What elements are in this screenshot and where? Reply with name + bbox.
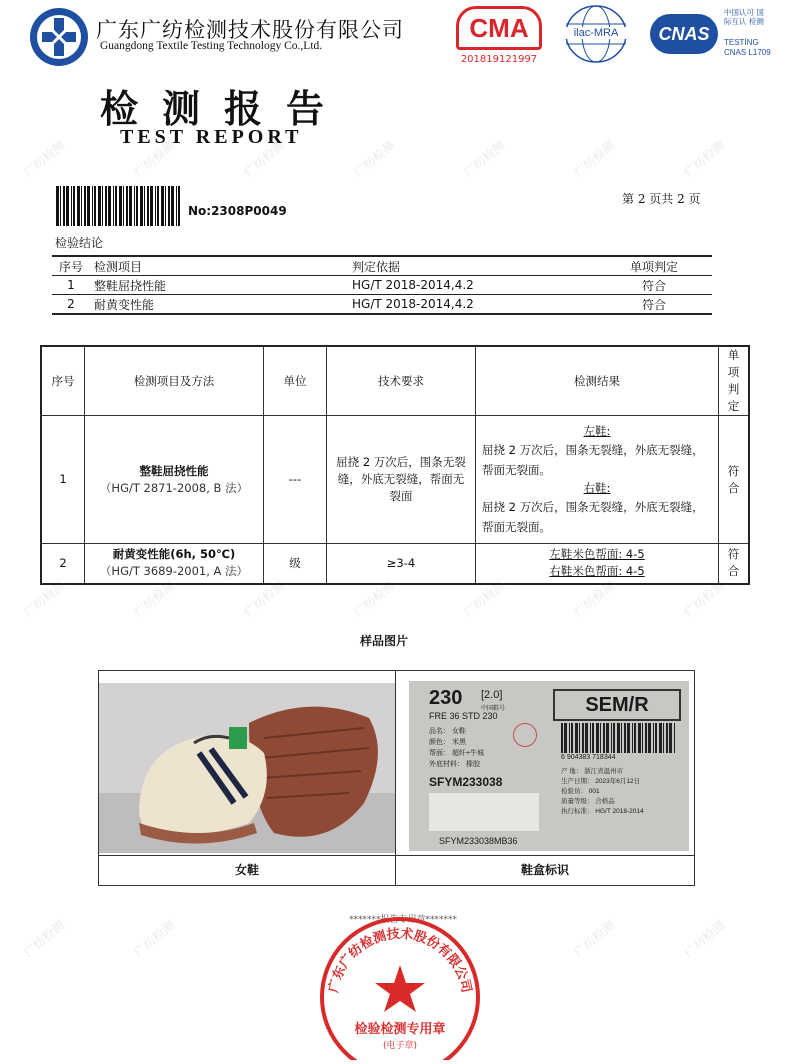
col-header: 单位 bbox=[264, 346, 327, 416]
cell: 符合 bbox=[596, 295, 712, 315]
table-row bbox=[41, 416, 749, 544]
item-name: 耐黄变性能(6h, 50℃) bbox=[112, 547, 236, 562]
box-details bbox=[429, 726, 484, 770]
box-label-photo bbox=[409, 681, 689, 851]
seal-star-icon bbox=[375, 965, 425, 1012]
item-name: 整鞋屈挠性能 bbox=[139, 463, 209, 478]
cell: 耐黄变性能 bbox=[90, 295, 348, 315]
cell bbox=[476, 544, 719, 584]
ilac-logo bbox=[556, 2, 636, 66]
right-shoe-label: 右鞋: bbox=[583, 480, 611, 495]
watermark: 广纺检测 bbox=[681, 138, 728, 180]
box-date: 生产日期： 2023年6月12日 bbox=[561, 778, 641, 785]
watermark: 广纺检测 bbox=[681, 578, 728, 620]
ilac-label: ilac-MRA bbox=[564, 27, 628, 39]
cell: 符合 bbox=[596, 276, 712, 295]
watermark: 广纺检测 bbox=[241, 138, 288, 180]
box-size-note: 中国鞋号 bbox=[481, 706, 506, 712]
box-model: FRE 36 STD 230 bbox=[429, 711, 498, 721]
box-sku-bottom: SFYM233038MB36 bbox=[439, 836, 518, 846]
cnas-number: CNAS L1709 bbox=[724, 48, 771, 57]
box-line-name: 品名： 女鞋 bbox=[429, 728, 466, 735]
seal-sub-text: (电子章) bbox=[382, 1041, 418, 1051]
company-name-en: Guangdong Textile Testing Technology Co.,Ltd. bbox=[100, 40, 323, 52]
watermark: 广纺检测 bbox=[461, 138, 508, 180]
left-shoe-result: 屈挠 2 万次后，围条无裂缝，外底无裂缝，帮面无裂面。 bbox=[482, 442, 704, 477]
watermark: 广纺检测 bbox=[571, 578, 618, 620]
photos-title: 样品图片 bbox=[360, 634, 409, 648]
company-name-cn: 广东广纺检测技术股份有限公司 bbox=[96, 18, 404, 42]
col-header: 序号 bbox=[41, 346, 85, 416]
cell: 符合 bbox=[719, 544, 750, 584]
watermark: 广纺检测 bbox=[131, 138, 178, 180]
col-header: 技术要求 bbox=[327, 346, 476, 416]
cell: 2 bbox=[52, 295, 90, 315]
detail-table bbox=[40, 345, 750, 585]
cell bbox=[476, 416, 719, 544]
box-sku: SFYM233038 bbox=[429, 775, 503, 789]
box-size-code: [2.0] bbox=[481, 689, 503, 701]
watermark: 广纺检测 bbox=[21, 578, 68, 620]
box-grade: 质量等级： 合格品 bbox=[561, 798, 615, 805]
cell: HG/T 2018-2014,4.2 bbox=[348, 276, 596, 295]
watermark: 广纺检测 bbox=[351, 578, 398, 620]
cnas-logo bbox=[650, 8, 780, 66]
cell: 屈挠 2 万次后，围条无裂缝，外底无裂缝，帮面无裂面 bbox=[327, 416, 476, 544]
watermark: 广纺检测 bbox=[21, 138, 68, 180]
watermark: 广纺检测 bbox=[131, 578, 178, 620]
cma-logo bbox=[456, 6, 542, 64]
cell bbox=[85, 416, 264, 544]
cell: 符合 bbox=[719, 416, 750, 544]
cell: 1 bbox=[52, 276, 90, 295]
photo-frame bbox=[98, 670, 695, 886]
col-header: 单项判定 bbox=[719, 346, 750, 416]
box-size: 230 bbox=[429, 687, 463, 709]
watermark: 广纺检测 bbox=[241, 578, 288, 620]
watermark: 广纺检测 bbox=[21, 918, 68, 960]
item-method: （HG/T 3689-2001, A 法） bbox=[99, 564, 249, 579]
box-line-color: 颜色： 米黑 bbox=[429, 739, 466, 746]
col-header: 检测项目 bbox=[90, 256, 348, 276]
box-line-upper: 帮面： 超纤+牛城 bbox=[429, 750, 485, 757]
cma-logo-icon: CMA bbox=[456, 6, 542, 50]
watermark: 广纺检测 bbox=[571, 918, 618, 960]
table-row bbox=[52, 295, 712, 315]
caption-box-label: 鞋盒标识 bbox=[520, 863, 569, 877]
report-number: No:2308P0049 bbox=[188, 204, 287, 218]
box-info bbox=[561, 767, 644, 817]
cell: HG/T 2018-2014,4.2 bbox=[348, 295, 596, 315]
page-indicator: 第 2 页共 2 页 bbox=[622, 192, 701, 206]
report-title-cn: 检测报告 bbox=[100, 86, 349, 131]
cell: --- bbox=[264, 416, 327, 544]
company-logo-icon bbox=[28, 6, 90, 68]
table-row bbox=[52, 276, 712, 295]
box-standard: 执行标准： HG/T 2018-2014 bbox=[561, 808, 644, 815]
col-header: 检测结果 bbox=[476, 346, 719, 416]
cell: 级 bbox=[264, 544, 327, 584]
watermark: 广纺检测 bbox=[461, 578, 508, 620]
table-row bbox=[41, 544, 749, 584]
conclusion-label: 检验结论 bbox=[55, 236, 104, 250]
box-inspector: 检验员： 001 bbox=[561, 788, 600, 795]
cell: ≥3-4 bbox=[327, 544, 476, 584]
item-method: （HG/T 2871-2008, B 法） bbox=[99, 480, 249, 495]
cnas-label: CNAS bbox=[650, 14, 718, 54]
box-barcode-digits: 6 904383 718344 bbox=[561, 754, 616, 761]
report-title-en: TEST REPORT bbox=[120, 126, 303, 148]
cnas-cn-text: 中国认可 国际互认 检测 bbox=[724, 8, 764, 26]
left-shoe-label: 左鞋: bbox=[583, 423, 611, 438]
box-brand: SEM/R bbox=[553, 689, 681, 721]
cell: 2 bbox=[41, 544, 85, 584]
cnas-testing: TESTING bbox=[724, 38, 759, 47]
watermark: 广纺检测 bbox=[571, 138, 618, 180]
box-stamp-icon bbox=[513, 723, 537, 747]
watermark: 广纺检测 bbox=[131, 918, 178, 960]
report-barcode bbox=[56, 186, 186, 226]
official-seal bbox=[315, 905, 485, 1060]
cell: 1 bbox=[41, 416, 85, 544]
seal-ring-text: 广东广纺检测技术股份有限公司 bbox=[326, 926, 474, 995]
right-shoe-result: 屈挠 2 万次后，围条无裂缝，外底无裂缝，帮面无裂面。 bbox=[482, 499, 704, 534]
shoe-photo bbox=[99, 683, 395, 853]
col-header: 判定依据 bbox=[348, 256, 596, 276]
right-shoe-result: 右鞋米色帮面: 4-5 bbox=[549, 564, 645, 579]
col-header: 检测项目及方法 bbox=[85, 346, 264, 416]
box-barcode bbox=[561, 723, 681, 753]
left-shoe-result: 左鞋米色帮面: 4-5 bbox=[549, 547, 645, 562]
cma-number: 201819121997 bbox=[460, 54, 538, 65]
cell bbox=[85, 544, 264, 584]
box-label-panel bbox=[429, 793, 539, 831]
caption-shoe: 女鞋 bbox=[234, 863, 259, 877]
col-header: 序号 bbox=[52, 256, 90, 276]
box-origin: 产 地： 浙江省温州市 bbox=[561, 768, 624, 775]
watermark: 广纺检测 bbox=[681, 918, 728, 960]
box-line-sole: 外底材料： 橡胶 bbox=[429, 761, 480, 768]
cell: 整鞋屈挠性能 bbox=[90, 276, 348, 295]
watermark: 广纺检测 bbox=[351, 138, 398, 180]
seal-center-text: 检验检测专用章 bbox=[354, 1022, 446, 1037]
seal-top-text: *******报告专用章******* bbox=[348, 915, 457, 925]
conclusion-table bbox=[52, 255, 712, 315]
col-header: 单项判定 bbox=[596, 256, 712, 276]
